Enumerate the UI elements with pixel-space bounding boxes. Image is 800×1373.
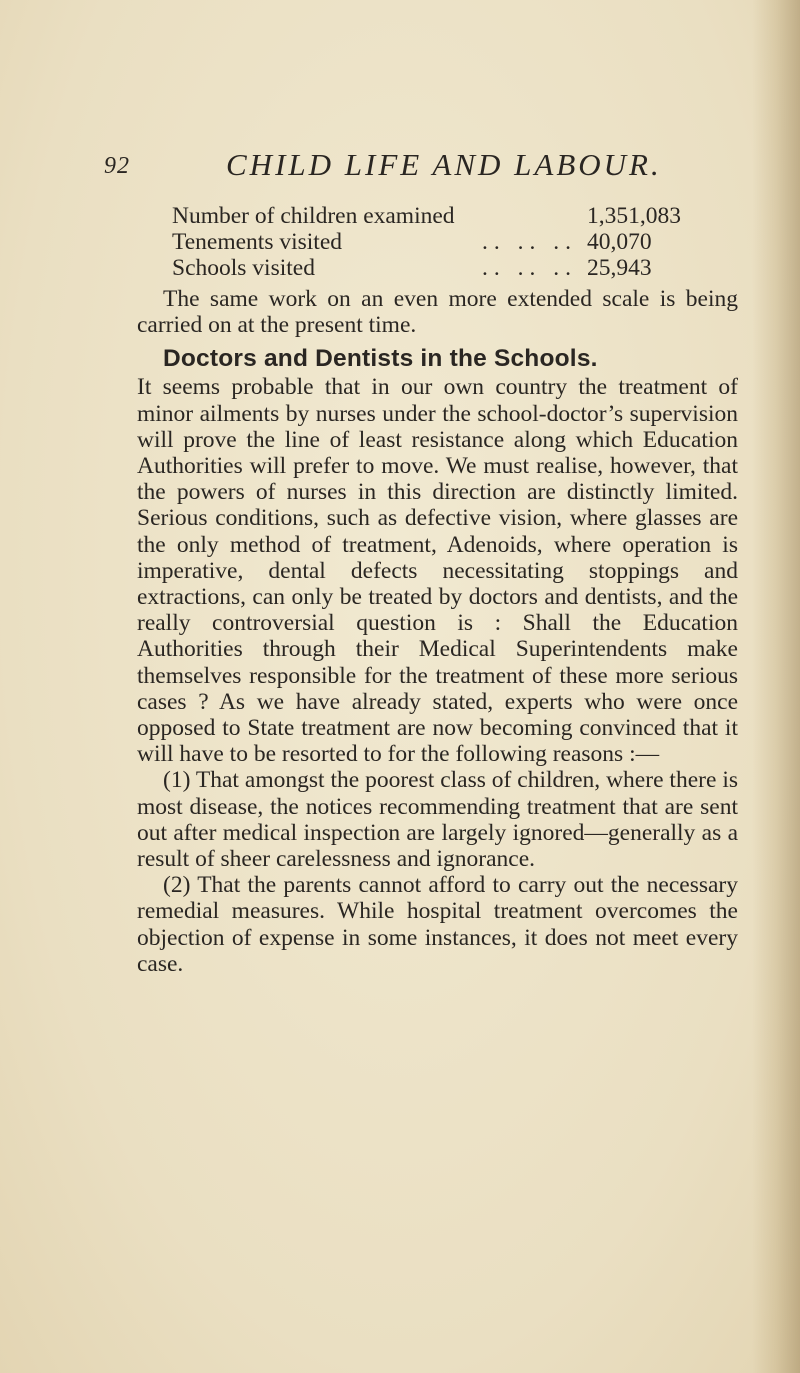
reason-1-paragraph: (1) That amongst the poorest class of children, where there is most disease, the notices recommending treatment that are sent out after medical inspection are largely ignored—generally as a result of sheer carelessness and ignorance.: [137, 767, 738, 873]
stat-label: Tenements visited: [172, 229, 342, 255]
intro-paragraph: The same work on an even more extended scale is being carried on at the present time.: [137, 286, 738, 339]
statistics-table: [172, 203, 732, 281]
body-text: [137, 286, 738, 977]
page-number: 92: [104, 153, 130, 179]
stat-leader: [455, 203, 587, 229]
stat-leader: .. .. ..: [482, 229, 577, 255]
section-heading: Doctors and Dentists in the Schools.: [163, 345, 598, 373]
stat-label: Schools visited: [172, 255, 315, 281]
reason-2-paragraph: (2) That the parents cannot afford to carry out the necessary remedial measures. While hospital treatment overcomes the objection of expense in some instances, it does not meet every case.: [137, 872, 738, 977]
page-header: [104, 147, 764, 187]
main-paragraph: It seems probable that in our own country the treatment of minor ailments by nurses under the school-doctor’s supervision will prove the line of least resistance along which Education Authorities will prefer to move. We must realise, however, that the powers of nurses in this direction are distinctly limited. Serious conditions, such as defective vision, where glasses are the only method of treatment, Adenoids, where operation is imperative, dental defects necessitating stoppings and extractions, can only be treated by doctors and dentists, and the really controversial question is : Shall the Education Authorities through their Medical Superintendents make themselves responsible for the treatment of these more serious cases ? As we have already stated, experts who were once opposed to State treatment are now becoming convinced that it will have to be resorted to for the following reasons :—: [137, 374, 738, 768]
stat-value: 1,351,083: [587, 203, 681, 229]
stat-row: [172, 229, 732, 255]
stat-value: 40,070: [587, 229, 652, 255]
stat-row: [172, 255, 732, 281]
stat-row: [172, 203, 732, 229]
running-title: CHILD LIFE AND LABOUR.: [226, 147, 662, 182]
stat-label: Number of children examined: [172, 203, 455, 229]
stat-value: 25,943: [587, 255, 652, 281]
stat-leader: .. .. ..: [482, 255, 577, 281]
